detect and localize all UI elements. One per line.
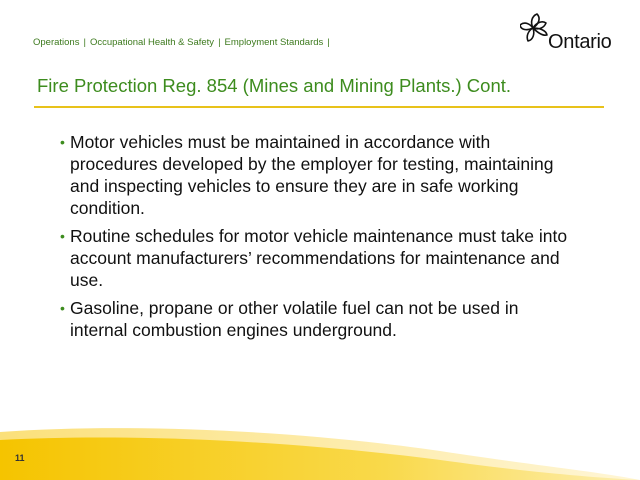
breadcrumb-item-employment-standards[interactable]: Employment Standards <box>224 37 324 48</box>
slide-title: Fire Protection Reg. 854 (Mines and Mining Plants.) Cont. <box>37 75 512 96</box>
page-number: 11 <box>15 453 25 463</box>
bullet-dot-icon: • <box>60 134 65 150</box>
breadcrumb-separator: | <box>83 37 86 48</box>
title-divider <box>34 106 604 108</box>
breadcrumb-item-operations[interactable]: Operations <box>33 37 80 48</box>
bullet-text: Motor vehicles must be maintained in accordance with procedures developed by the employer for testing, maintaining and inspecting vehicles to ensure they are in safe working condition. <box>70 132 554 218</box>
bullet-item <box>60 297 580 341</box>
bullet-text: Gasoline, propane or other volatile fuel can not be used in internal combustion engines underground. <box>70 298 519 340</box>
bullet-dot-icon: • <box>60 300 65 316</box>
breadcrumb-separator: | <box>327 37 330 48</box>
ontario-wordmark: Ontario <box>548 31 612 53</box>
bullet-list <box>60 131 580 347</box>
breadcrumb-separator: | <box>218 37 221 48</box>
breadcrumb <box>33 37 334 48</box>
bullet-item <box>60 225 580 291</box>
bullet-text: Routine schedules for motor vehicle maintenance must take into account manufacturers’ recommendations for maintenance and use. <box>70 226 568 290</box>
bullet-item <box>60 131 580 219</box>
bullet-dot-icon: • <box>60 228 65 244</box>
footer-swoosh <box>0 410 640 480</box>
breadcrumb-item-health-safety[interactable]: Occupational Health & Safety <box>89 37 215 48</box>
